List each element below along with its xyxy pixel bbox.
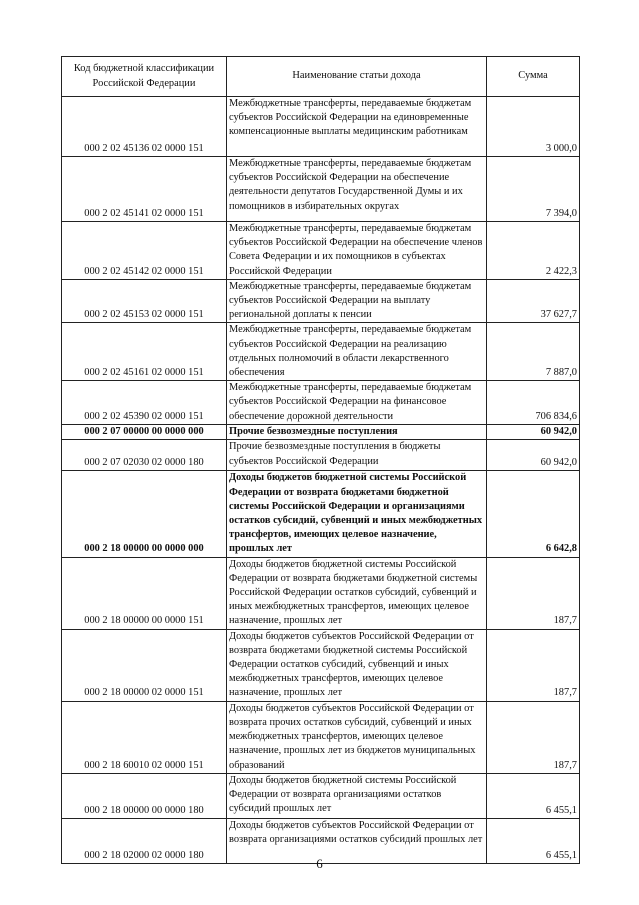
row-code: 000 2 18 02000 02 0000 180 (62, 818, 227, 863)
table-row (62, 773, 580, 818)
table-row (62, 279, 580, 323)
table-row (62, 557, 580, 629)
row-code: 000 2 18 00000 00 0000 000 (62, 471, 227, 557)
row-name: Прочие безвозмездные поступления в бюджеты субъектов Российской Федерации (227, 440, 487, 471)
row-code: 000 2 02 45153 02 0000 151 (62, 279, 227, 323)
table-row (62, 222, 580, 280)
row-code: 000 2 02 45141 02 0000 151 (62, 157, 227, 222)
row-sum: 60 942,0 (487, 440, 580, 471)
table-row (62, 157, 580, 222)
row-sum: 6 455,1 (487, 773, 580, 818)
row-sum: 187,7 (487, 629, 580, 701)
table-row (62, 629, 580, 701)
row-code: 000 2 18 00000 02 0000 151 (62, 629, 227, 701)
row-sum: 60 942,0 (487, 425, 580, 440)
row-code: 000 2 02 45390 02 0000 151 (62, 381, 227, 425)
row-name: Межбюджетные трансферты, передаваемые бюджетам субъектов Российской Федерации на реализацию отдельных полномочий в области лекарственного обеспечения (227, 323, 487, 381)
row-sum: 7 394,0 (487, 157, 580, 222)
row-sum: 37 627,7 (487, 279, 580, 323)
revenue-table (61, 56, 580, 864)
row-code: 000 2 02 45136 02 0000 151 (62, 97, 227, 157)
row-sum: 187,7 (487, 701, 580, 773)
row-name: Межбюджетные трансферты, передаваемые бюджетам субъектов Российской Федерации на финансовое обеспечение дорожной деятельности (227, 381, 487, 425)
row-code: 000 2 18 00000 00 0000 180 (62, 773, 227, 818)
row-code: 000 2 18 00000 00 0000 151 (62, 557, 227, 629)
row-sum: 3 000,0 (487, 97, 580, 157)
row-name: Доходы бюджетов субъектов Российской Федерации от возврата прочих остатков субсидий, субвенций и иных межбюджетных трансфертов, имеющих целевое назначение, прошлых лет из бюджетов муниципальных образований (227, 701, 487, 773)
table-row (62, 701, 580, 773)
row-code: 000 2 02 45142 02 0000 151 (62, 222, 227, 280)
row-name: Межбюджетные трансферты, передаваемые бюджетам субъектов Российской Федерации на единовременные компенсационные выплаты медицинским работникам (227, 97, 487, 157)
row-code: 000 2 18 60010 02 0000 151 (62, 701, 227, 773)
table-row (62, 323, 580, 381)
row-code: 000 2 02 45161 02 0000 151 (62, 323, 227, 381)
row-name: Межбюджетные трансферты, передаваемые бюджетам субъектов Российской Федерации на выплату региональной доплаты к пенсии (227, 279, 487, 323)
row-name: Доходы бюджетов бюджетной системы Российской Федерации от возврата бюджетами бюджетной системы Российской Федерации и организациями остатков субсидий, субвенций и иных межбюджетных трансфертов, имеющих целевое назначение, прошлых лет (227, 471, 487, 557)
table-row (62, 97, 580, 157)
row-name: Прочие безвозмездные поступления (227, 425, 487, 440)
row-sum: 187,7 (487, 557, 580, 629)
header-code: Код бюджетной классификации Российской Федерации (62, 57, 227, 97)
table-row-total (62, 471, 580, 557)
row-name: Доходы бюджетов бюджетной системы Российской Федерации от возврата организациями остатков субсидий прошлых лет (227, 773, 487, 818)
row-name: Межбюджетные трансферты, передаваемые бюджетам субъектов Российской Федерации на обеспечение деятельности депутатов Государственной Думы и их помощников в избирательных округах (227, 157, 487, 222)
row-name: Межбюджетные трансферты, передаваемые бюджетам субъектов Российской Федерации на обеспечение членов Совета Федерации и их помощников в субъектах Российской Федерации (227, 222, 487, 280)
table-row-total (62, 425, 580, 440)
row-sum: 6 455,1 (487, 818, 580, 863)
page-number: 6 (316, 856, 323, 871)
row-name: Доходы бюджетов субъектов Российской Федерации от возврата бюджетами бюджетной системы Российской Федерации остатков субсидий, субвенций и иных межбюджетных трансфертов, имеющих целевое назначение, прошлых лет (227, 629, 487, 701)
row-name: Доходы бюджетов субъектов Российской Федерации от возврата организациями остатков субсидий прошлых лет (227, 818, 487, 863)
table-header-row (62, 57, 580, 97)
row-sum: 6 642,8 (487, 471, 580, 557)
row-sum: 7 887,0 (487, 323, 580, 381)
table-row (62, 440, 580, 471)
row-code: 000 2 07 02030 02 0000 180 (62, 440, 227, 471)
row-code: 000 2 07 00000 00 0000 000 (62, 425, 227, 440)
row-name: Доходы бюджетов бюджетной системы Российской Федерации от возврата бюджетами бюджетной системы Российской Федерации остатков субсидий, субвенций и иных межбюджетных трансфертов, имеющих целевое назначение, прошлых лет (227, 557, 487, 629)
table-row (62, 381, 580, 425)
row-sum: 706 834,6 (487, 381, 580, 425)
header-sum: Сумма (487, 57, 580, 97)
row-sum: 2 422,3 (487, 222, 580, 280)
header-name: Наименование статьи дохода (227, 57, 487, 97)
